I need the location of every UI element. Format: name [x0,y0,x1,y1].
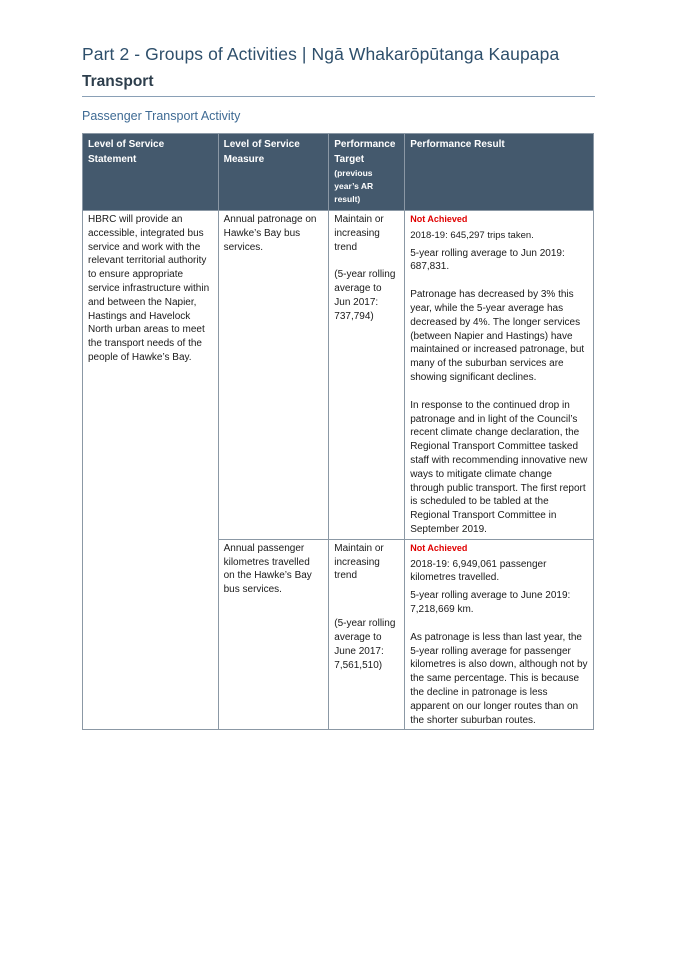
header-performance-target [329,134,405,211]
measure-cell [218,211,329,540]
header-performance-target-sub: (previous year’s AR result) [334,168,374,204]
table-row [83,211,594,540]
status-badge: Not Achieved [410,542,468,553]
document-title: Part 2 - Groups of Activities | Ngā Whakarōpūtanga Kaupapa [82,44,560,64]
target-cell [329,211,405,540]
section-title: Transport [82,73,154,90]
result-paragraph: Patronage has decreased by 3% this year, while the 5-year average has decreased by 4%. The longer services (between Napier and Hastings) have maintained or increased patronage, but many of the suburban services are showing significant declines. [410,289,585,383]
result-paragraph: As patronage is less than last year, the 5-year rolling average for passenger kilometres is also down, although not by the same percentage. This is because the decline in patronage is less apparent on our longer routes than on the shorter suburban routes. [410,631,588,726]
header-performance-target-label: Performance Target [334,139,396,165]
service-statement-text: HBRC will provide an accessible, integrated bus service and work with the relevant territorial authority to ensure appropriate service infrastructure within and between the Napier, Hastings and Havelock North urban areas to meet the transport needs of the people of Hawke’s Bay. [88,214,210,363]
result-cell [405,211,594,540]
result-line: 2018-19: 6,949,061 passenger kilometres travelled. [410,558,547,584]
previous-result-text: (5-year rolling average to June 2017: 7,561,510) [334,618,396,671]
result-cell [405,539,594,730]
result-line: 5-year rolling average to Jun 2019: 687,831. [410,247,565,273]
measure-text: Annual patronage on Hawke’s Bay bus services. [223,214,317,253]
title-divider [82,96,595,97]
table-header-row [83,134,594,211]
header-performance-result: Performance Result [405,134,594,211]
measure-text: Annual passenger kilometres travelled on the Hawke’s Bay bus services. [223,542,312,596]
result-line: 5-year rolling average to June 2019: 7,218,669 km. [410,590,571,615]
service-statement-cell [83,211,219,730]
subsection-title: Passenger Transport Activity [82,109,241,123]
target-text: Maintain or increasing trend [334,542,384,582]
result-line: 2018-19: 645,297 trips taken. [410,229,534,241]
header-level-of-service-measure: Level of Service Measure [218,134,329,211]
result-paragraph: In response to the continued drop in patronage and in light of the Council’s recent climate change declaration, the Regional Transport Committee tasked staff with recommending innovative new ways to mitigate climate change through public transport. The first report is scheduled to be tabled at the Regional Transport Committee in September 2019. [410,399,588,535]
status-badge: Not Achieved [410,214,468,224]
performance-table [82,133,594,730]
target-cell [329,539,405,730]
previous-result-text: (5-year rolling average to Jun 2017: 737,794) [334,269,396,322]
measure-cell [218,539,329,730]
header-level-of-service-statement: Level of Service Statement [83,134,219,211]
target-text: Maintain or increasing trend [334,214,384,253]
